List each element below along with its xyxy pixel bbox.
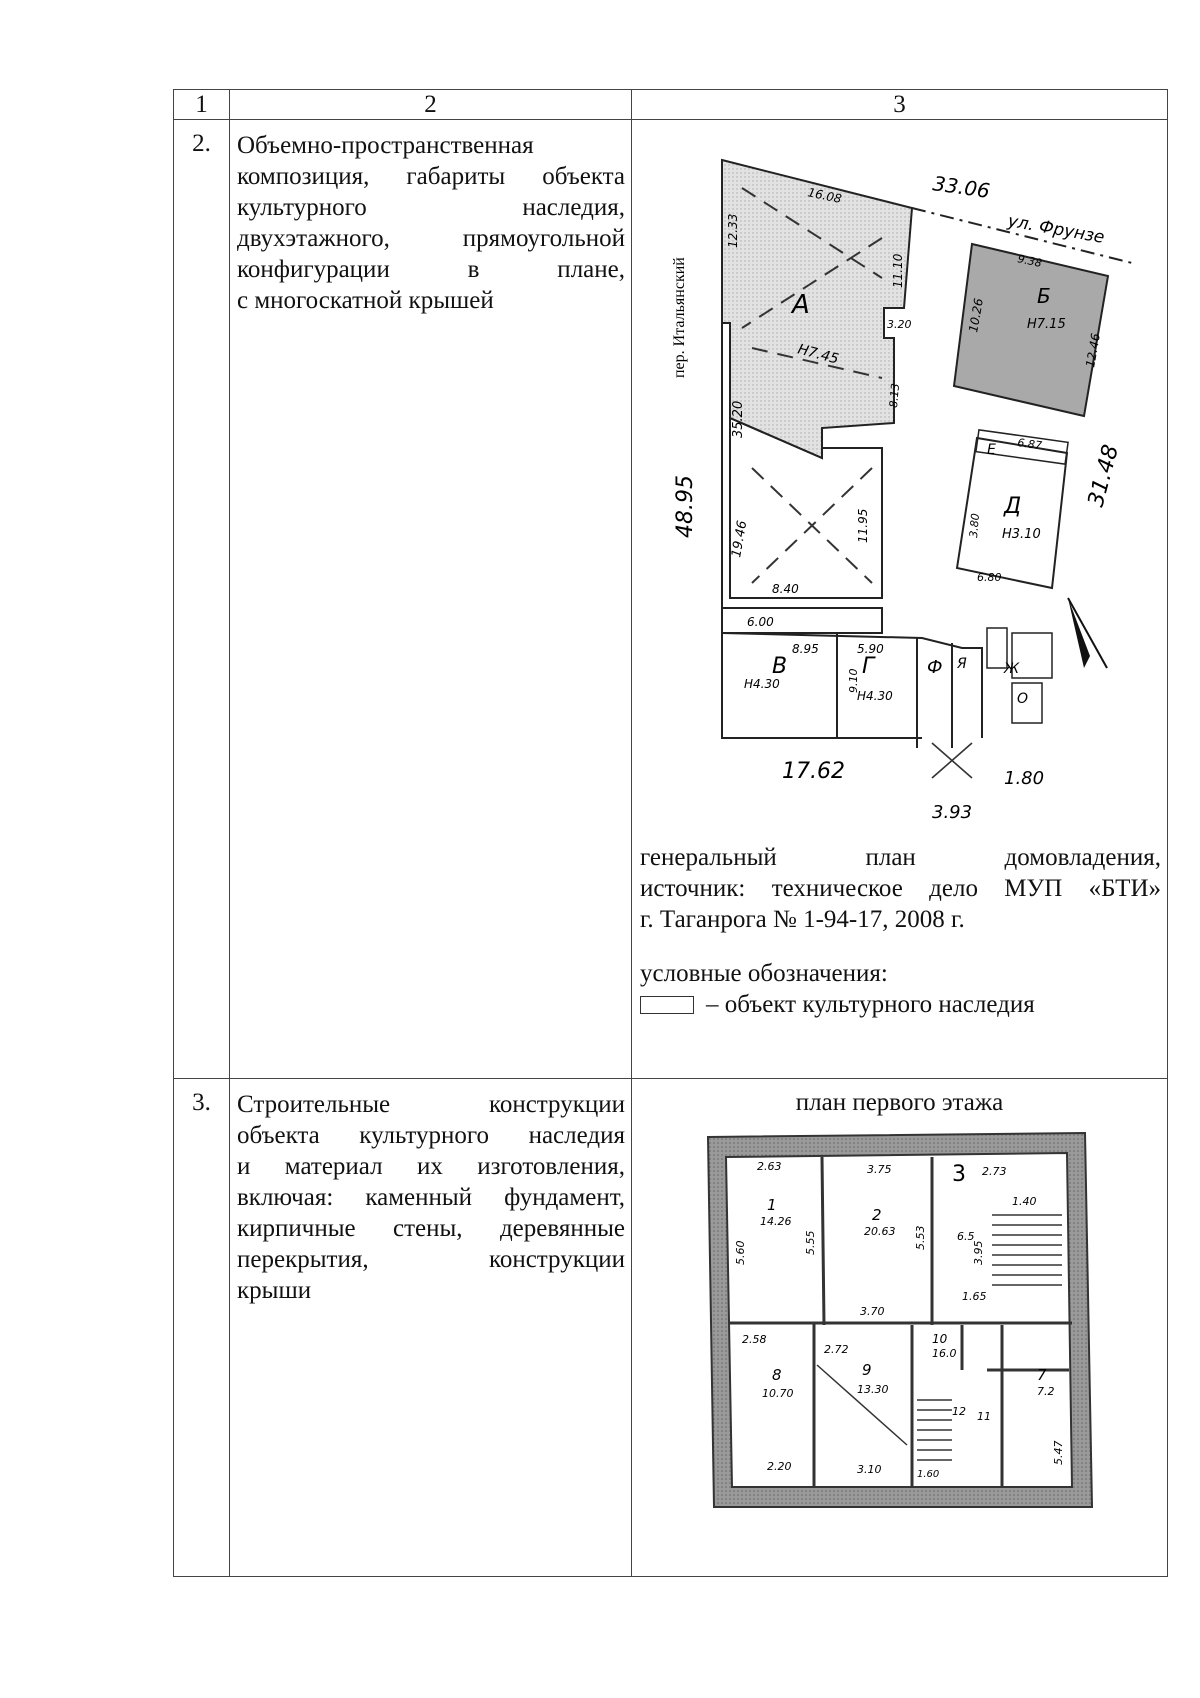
room-area: 16.0 xyxy=(932,1347,957,1360)
dim-br2: 1.80 xyxy=(1004,768,1045,789)
dim-label: 5.47 xyxy=(1052,1440,1065,1465)
dim-label: 11.95 xyxy=(856,508,870,543)
building-f-label: Ф xyxy=(927,657,943,678)
room-area: 10.70 xyxy=(762,1387,794,1400)
dim-label: 3.75 xyxy=(867,1163,892,1176)
building-a-label: А xyxy=(792,290,810,320)
building-zh-label: Ж xyxy=(1004,661,1020,677)
room-number: 12 xyxy=(952,1405,966,1418)
street-label-left: пер. Итальянский xyxy=(671,257,688,378)
room-number: 1 xyxy=(767,1196,777,1214)
description-line: крыши xyxy=(237,1277,312,1304)
table-row xyxy=(174,1079,1168,1577)
description-line: Объемно-пространственная xyxy=(237,132,534,159)
dim-label: 1.65 xyxy=(962,1290,987,1303)
building-v-label: В xyxy=(772,654,788,679)
room-area: 20.63 xyxy=(864,1225,896,1238)
row-description xyxy=(230,120,632,1079)
building-b-label: Б xyxy=(1037,284,1051,308)
dim-label: 6.87 xyxy=(1016,436,1043,453)
building-o-label: О xyxy=(1017,691,1029,707)
dim-right: 31.48 xyxy=(1083,442,1125,510)
building-a-height: Н7.45 xyxy=(795,341,841,368)
room-area: 6.5 xyxy=(957,1230,975,1243)
dim-label: 8.95 xyxy=(792,642,819,656)
dim-label: 8.40 xyxy=(772,582,799,596)
dim-label: 5.53 xyxy=(914,1225,927,1250)
street-label-top: ул. Фрунзе xyxy=(1006,211,1106,248)
description-line: и материал их изготовления, xyxy=(237,1153,625,1180)
legend-row xyxy=(640,989,1161,1020)
room-area: 14.26 xyxy=(760,1215,792,1228)
dim-bottom: 17.62 xyxy=(782,759,845,784)
room-area: 13.30 xyxy=(857,1383,889,1396)
caption-line: источник: техническое дело МУП «БТИ» xyxy=(640,875,1161,902)
site-plan-caption xyxy=(640,842,1161,935)
building-g-label: Г xyxy=(862,654,875,679)
building-e-label: Е xyxy=(987,442,996,458)
row-number: 3. xyxy=(174,1079,230,1577)
dim-label: 8.13 xyxy=(887,382,903,409)
room-number: 9 xyxy=(862,1361,872,1379)
building-b-height: Н7.15 xyxy=(1027,317,1066,332)
header-cell-3: 3 xyxy=(632,90,1168,120)
table-header-row xyxy=(174,90,1168,120)
dim-label: 3.80 xyxy=(967,512,983,539)
dim-label: 9.38 xyxy=(1016,252,1044,271)
building-d-height: Н3.10 xyxy=(1002,527,1041,542)
room-number: 11 xyxy=(977,1410,991,1423)
legend xyxy=(640,958,1161,1020)
room-number: 3 xyxy=(952,1162,966,1187)
building-v-height: Н4.30 xyxy=(744,677,780,691)
dim-label: 6.00 xyxy=(747,615,774,629)
description-line: перекрытия, конструкции xyxy=(237,1246,625,1273)
dim-label: 1.60 xyxy=(917,1469,940,1480)
caption-line: г. Таганрога № 1-94-17, 2008 г. xyxy=(640,906,965,933)
dim-label: 2.73 xyxy=(982,1165,1007,1178)
description-line: кирпичные стены, деревянные xyxy=(237,1215,625,1242)
dim-label: 6.80 xyxy=(977,571,1002,584)
dim-label: 3.70 xyxy=(860,1305,885,1318)
description-line: включая: каменный фундамент, xyxy=(237,1184,625,1211)
legend-title: условные обозначения: xyxy=(640,960,888,987)
room-number: 7 xyxy=(1037,1366,1047,1384)
dim-label: 5.60 xyxy=(734,1240,747,1265)
cultural-heritage-table xyxy=(173,89,1168,1577)
description-line: конфигурации в плане, xyxy=(237,256,625,283)
site-plan-cell xyxy=(632,120,1168,1079)
header-cell-2: 2 xyxy=(230,90,632,120)
dim-label: 2.72 xyxy=(824,1343,849,1356)
dim-left: 48.95 xyxy=(673,475,698,538)
description-line: композиция, габариты объекта xyxy=(237,163,625,190)
description-line: с многоскатной крышей xyxy=(237,287,494,314)
dim-label: 5.55 xyxy=(804,1230,817,1255)
dim-label: 35.20 xyxy=(731,400,746,438)
description-line: объекта культурного наследия xyxy=(237,1122,625,1149)
dim-label: 3.95 xyxy=(972,1240,985,1265)
dim-label: 10.26 xyxy=(966,297,986,334)
dim-label: 12.33 xyxy=(726,213,740,248)
legend-label: – объект культурного наследия xyxy=(706,991,1035,1018)
building-ya-label: Я xyxy=(957,656,967,672)
dim-label: 3.10 xyxy=(857,1463,882,1476)
floor-plan-drawing xyxy=(632,1125,1168,1525)
dim-label: 16.08 xyxy=(806,185,843,207)
site-plan-drawing xyxy=(632,128,1168,828)
dim-label: 2.20 xyxy=(767,1460,792,1473)
dim-label: 9.10 xyxy=(847,668,860,693)
header-cell-1: 1 xyxy=(174,90,230,120)
floor-plan-title: план первого этажа xyxy=(795,1089,1004,1116)
row-description xyxy=(230,1079,632,1577)
dim-top: 33.06 xyxy=(931,171,992,203)
description-line: культурного наследия, xyxy=(237,194,625,221)
dim-bottom-right: 3.93 xyxy=(932,802,973,823)
building-a-shape xyxy=(722,160,912,458)
room-area: 7.2 xyxy=(1037,1385,1055,1398)
table-row xyxy=(174,120,1168,1079)
caption-line: генеральный план домовладения, xyxy=(640,844,1161,871)
row-number: 2. xyxy=(174,120,230,1079)
room-number: 10 xyxy=(932,1332,948,1346)
room-number: 2 xyxy=(872,1206,882,1224)
dim-label: 5.90 xyxy=(857,642,884,656)
dim-label: 2.58 xyxy=(742,1333,767,1346)
dim-label: 12.46 xyxy=(1083,332,1103,369)
room-number: 8 xyxy=(772,1366,782,1384)
building-g-height: Н4.30 xyxy=(857,689,893,703)
dim-label: 19.46 xyxy=(729,519,751,559)
description-line: Строительные конструкции xyxy=(237,1091,625,1118)
dim-label: 11.10 xyxy=(891,253,905,288)
legend-swatch xyxy=(640,996,694,1014)
building-d-label: Д xyxy=(1004,494,1022,519)
floor-plan-cell xyxy=(632,1079,1168,1577)
description-line: двухэтажного, прямоугольной xyxy=(237,225,625,252)
dim-label: 2.63 xyxy=(757,1160,782,1173)
dim-label: 1.40 xyxy=(1012,1195,1037,1208)
dim-label: 3.20 xyxy=(887,318,912,331)
